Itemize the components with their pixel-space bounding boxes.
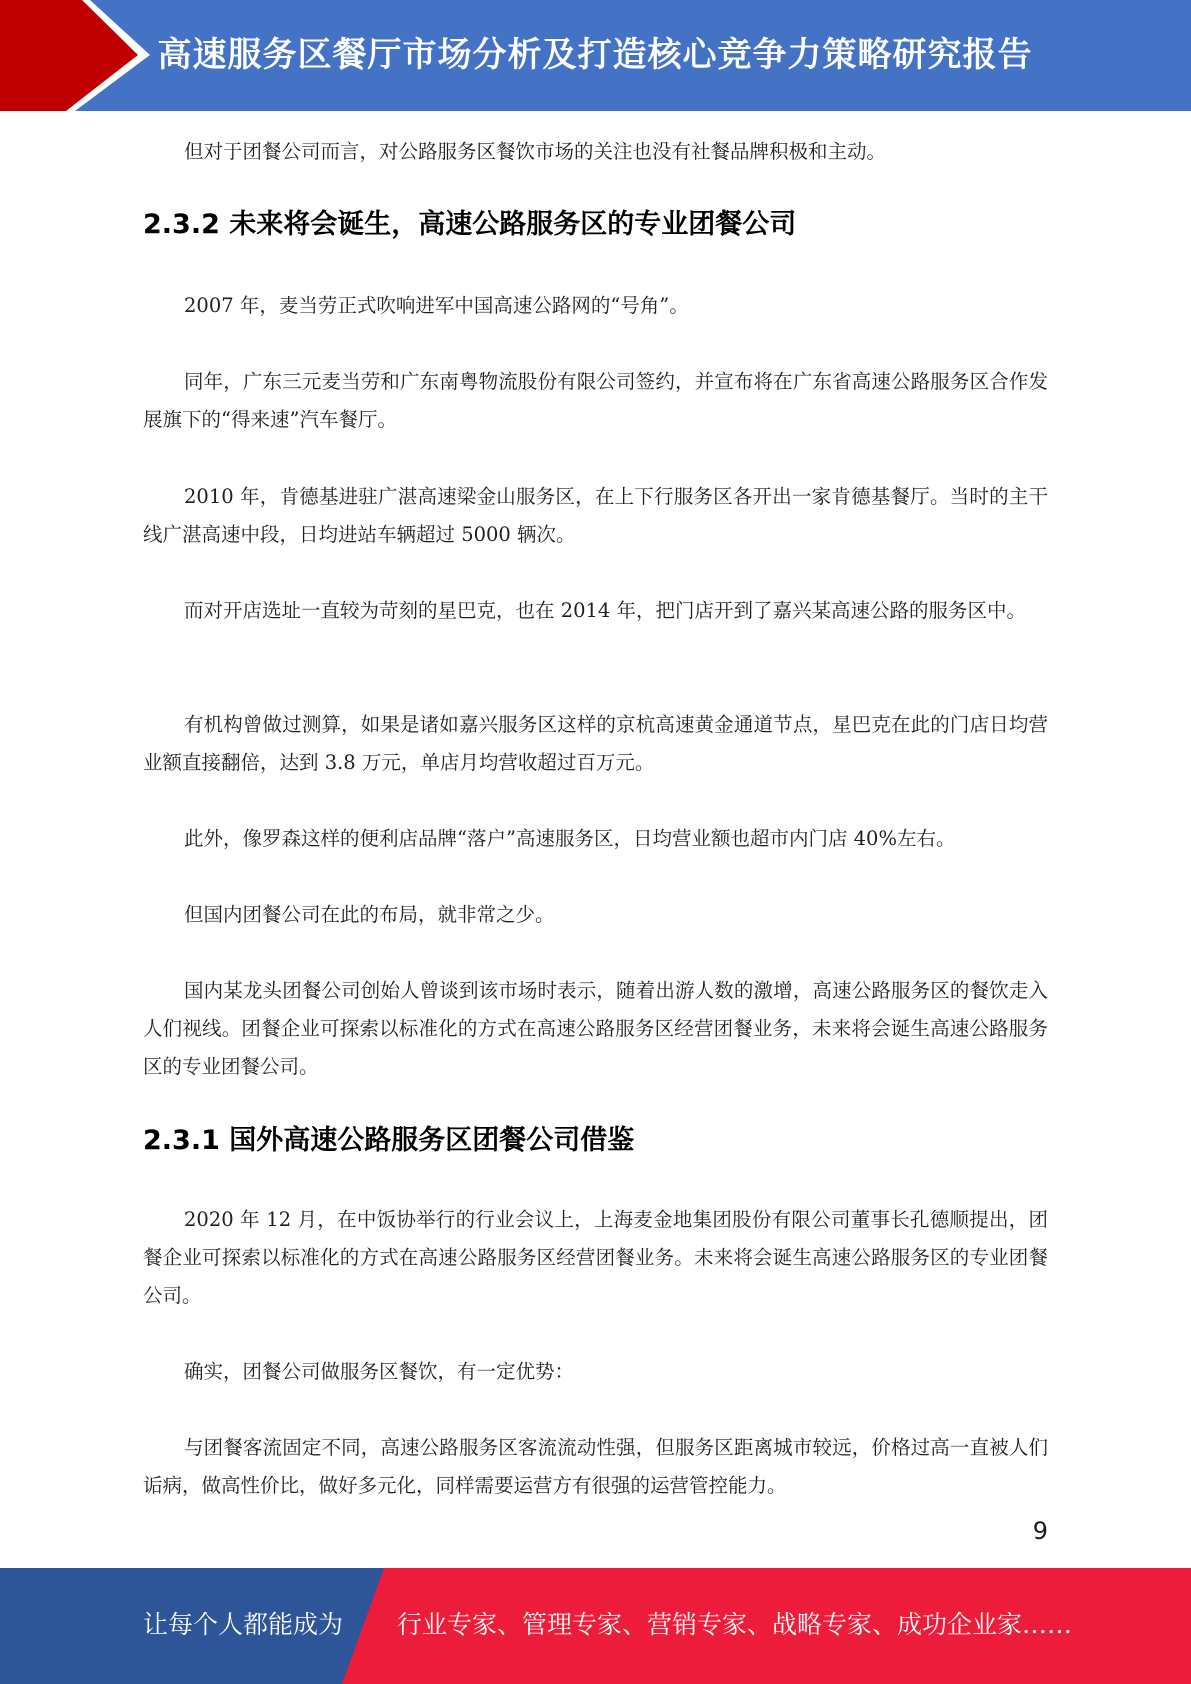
paragraph-advantages: 确实，团餐公司做服务区餐饮，有一定优势： [184, 1360, 575, 1383]
header-arrow-red [0, 0, 138, 111]
paragraph-2020-conference: 2020 年 12 月，在中饭协举行的行业会议上，上海麦金地集团股份有限公司董事长孔德顺提出，团餐企业可探索以标准化的方式在高速公路服务区经营团餐业务。未来将会诞生高速公路服务区的专业团餐公司。 [143, 1208, 1048, 1307]
paragraph-mcdonalds-guangdong: 同年，广东三元麦当劳和广东南粤物流股份有限公司签约，并宣布将在广东省高速公路服务区合作发展旗下的“得来速”汽车餐厅。 [143, 370, 1048, 431]
document-title: 高速服务区餐厅市场分析及打造核心竞争力策略研究报告 [157, 35, 1033, 75]
footer-slogan-left: 让每个人都能成为 [143, 1610, 344, 1639]
paragraph-intro: 但对于团餐公司而言，对公路服务区餐饮市场的关注也没有社餐品牌积极和主动。 [184, 140, 887, 163]
paragraph-starbucks-2014: 而对开店选址一直较为苛刻的星巴克，也在 2014 年，把门店开到了嘉兴某高速公路的服务区中。 [184, 599, 1027, 622]
section-heading-2-3-1: 2.3.1 国外高速公路服务区团餐公司借鉴 [143, 1125, 635, 1156]
paragraph-domestic-catering: 但国内团餐公司在此的布局，就非常之少。 [184, 903, 555, 926]
paragraph-starbucks-revenue: 有机构曾做过测算，如果是诸如嘉兴服务区这样的京杭高速黄金通道节点，星巴克在此的门店日均营业额直接翻倍，达到 3.8 万元，单店月均营收超过百万元。 [143, 713, 1048, 774]
page-footer-banner [0, 1568, 1191, 1684]
paragraph-industry-leader: 国内某龙头团餐公司创始人曾谈到该市场时表示，随着出游人数的激增，高速公路服务区的餐饮走入人们视线。团餐企业可探索以标准化的方式在高速公路服务区经营团餐业务，未来将会诞生高速公路服务区的专业团餐公司。 [143, 979, 1048, 1078]
page-number: 9 [1032, 1517, 1048, 1545]
page-header-banner [0, 0, 1191, 111]
paragraph-kfc-2010: 2010 年，肯德基进驻广湛高速梁金山服务区，在上下行服务区各开出一家肯德基餐厅。当时的主干线广湛高速中段，日均进站车辆超过 5000 辆次。 [143, 485, 1048, 546]
paragraph-mcdonalds-2007: 2007 年，麦当劳正式吹响进军中国高速公路网的“号角”。 [184, 294, 689, 317]
paragraph-lawson: 此外，像罗森这样的便利店品牌“落户”高速服务区，日均营业额也超市内门店 40%左右。 [184, 827, 956, 850]
footer-slogan-right: 行业专家、管理专家、营销专家、战略专家、成功企业家…… [397, 1610, 1073, 1639]
paragraph-customer-flow: 与团餐客流固定不同，高速公路服务区客流流动性强，但服务区距离城市较远，价格过高一直被人们诟病，做高性价比，做好多元化，同样需要运营方有很强的运营管控能力。 [143, 1436, 1048, 1497]
section-heading-2-3-2: 2.3.2 未来将会诞生，高速公路服务区的专业团餐公司 [143, 209, 797, 240]
